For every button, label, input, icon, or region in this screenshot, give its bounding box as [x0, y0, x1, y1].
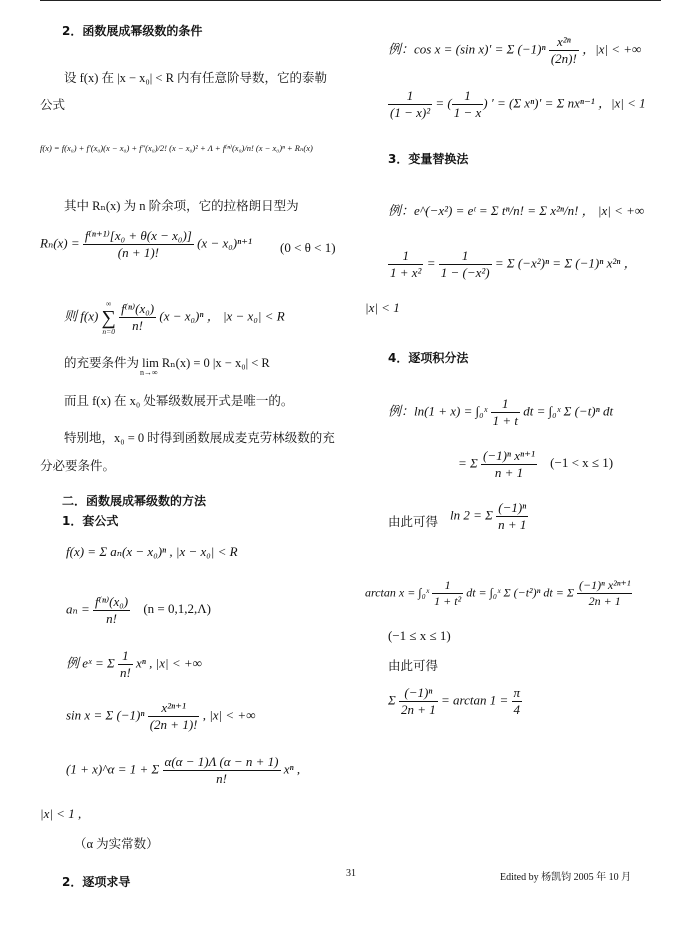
log-series-denominator: n + 1: [481, 464, 537, 481]
binomial-condition: |x| < 1 ,: [40, 806, 82, 821]
pi-denominator: 4: [512, 701, 523, 718]
inv-numerator-1: 1: [402, 248, 409, 263]
geo-numerator-2: 1: [464, 88, 471, 103]
arctan-series: [365, 578, 632, 609]
leibniz-numerator: (−1)ⁿ: [404, 685, 433, 700]
heading-termwise-derivative: 2．逐项求导: [62, 875, 131, 889]
ln2-lhs: ln 2 = Σ: [450, 507, 493, 523]
arctan-middle: dt = ∫₀ˣ Σ (−t²)ⁿ dt = Σ: [466, 585, 574, 600]
heading-conditions: 2．函数展成幂级数的条件: [62, 24, 203, 38]
heading-substitution: 3．变量替换法: [388, 152, 469, 166]
edited-by-footer: Edited by 杨凯钧 2005 年 10 月: [500, 872, 632, 883]
top-rule: [40, 0, 661, 1]
series-tail: (x − x₀)ⁿ ， |x − x₀| < R: [159, 308, 285, 324]
exp-lhs: 例 eˣ = Σ: [66, 655, 115, 671]
inv-denominator-1: 1 + x²: [390, 265, 422, 280]
geo-equals: =: [435, 95, 445, 111]
leibniz-series: [388, 685, 522, 718]
exp-series: [66, 648, 202, 681]
ln2-series: [450, 500, 528, 533]
coefficient-numerator: f⁽ⁿ⁾(x₀): [95, 594, 129, 609]
inverse-square-condition: |x| < 1: [365, 300, 400, 315]
log-integral: [388, 396, 613, 429]
sin-lhs: sin x = Σ (−1)ⁿ: [66, 707, 145, 723]
thus-label-2: 由此可得: [388, 659, 439, 673]
gaussian-series: 例：e^(−x²) = eᵗ = Σ tⁿ/n! = Σ x²ⁿ/n! ， |x| < +∞: [388, 203, 645, 218]
log-lhs: 例：ln(1 + x) = ∫₀ˣ: [388, 403, 488, 419]
theta-condition: (0 < θ < 1): [280, 240, 336, 255]
binomial-tail: xⁿ ,: [283, 761, 301, 777]
series-lhs: 则 f(x): [64, 308, 99, 324]
cos-numerator: x²ⁿ: [556, 34, 571, 49]
sum-lower: n=0: [102, 326, 115, 336]
paragraph-limit-condition: 的充要条件为 lim Rₙ(x) = 0 |x − x₀| < R: [64, 356, 270, 370]
arctan-condition: (−1 ≤ x ≤ 1): [388, 628, 451, 643]
leibniz-denominator: 2n + 1: [400, 702, 436, 717]
remainder-tail: (x − x₀)ⁿ⁺¹: [197, 235, 252, 251]
geo-denominator-2: 1 − x: [453, 105, 482, 120]
binomial-series: [66, 754, 300, 787]
series-numerator: f⁽ⁿ⁾(x₀): [121, 301, 155, 316]
exp-numerator: 1: [122, 648, 129, 663]
paragraph-maclaurin: 特别地，x₀ = 0 时得到函数展成麦克劳林级数的充: [64, 431, 335, 445]
pi-numerator: π: [513, 685, 521, 700]
log-series-lhs: = Σ: [458, 455, 478, 471]
arctan-numerator: 1: [444, 578, 451, 592]
cos-tail: ，|x| < +∞: [582, 41, 642, 57]
exp-denominator: n!: [119, 665, 131, 680]
inverse-square-series: [388, 248, 637, 281]
heading-termwise-integral: 4．逐项积分法: [388, 351, 469, 365]
sin-series: [66, 700, 255, 733]
binomial-lhs: (1 + x)^α = 1 + Σ: [66, 761, 160, 777]
log-series-numerator: (−1)ⁿ xⁿ⁺¹: [483, 448, 535, 463]
log-tail: dt = ∫₀ˣ Σ (−t)ⁿ dt: [523, 403, 614, 419]
geo-tail: ′ = (Σ xⁿ)′ = Σ nxⁿ⁻¹ ，|x| < 1: [490, 95, 646, 111]
arctan-numerator-2: (−1)ⁿ x²ⁿ⁺¹: [578, 578, 631, 592]
arctan-denominator-2: 2n + 1: [577, 593, 633, 609]
limit-subscript: n→∞: [140, 368, 158, 377]
geo-denominator-1: (1 − x)²: [390, 105, 431, 120]
remainder-denominator: (n + 1)!: [83, 244, 194, 261]
log-numerator: 1: [502, 396, 509, 411]
inv-numerator-2: 1: [461, 248, 469, 263]
power-series-formula: f(x) = Σ aₙ(x − x₀)ⁿ , |x − x₀| < R: [66, 544, 238, 559]
coefficient-denominator: n!: [93, 610, 130, 627]
series-denominator: n!: [119, 317, 156, 334]
alpha-note: （α 为实常数）: [74, 837, 159, 851]
log-denominator: 1 + t: [492, 413, 518, 428]
geometric-derivative: $\frac{1}{\text{(1 − x)²}}$ = ( $\frac{1}{1 - x}$ ) ′ = (Σ xⁿ)′ = Σ nxⁿ⁻¹ ，|x| < 1: [390, 88, 646, 120]
cos-denominator: (2n)!: [550, 51, 577, 66]
sigma-symbol: ∑: [101, 306, 116, 329]
coefficient-condition: (n = 0,1,2,Λ): [143, 601, 212, 617]
page-number: 31: [346, 868, 356, 879]
sin-denominator: (2n + 1)!: [149, 717, 198, 732]
leibniz-middle: = arctan 1 =: [441, 692, 509, 708]
paragraph-uniqueness: 而且 f(x) 在 x₀ 处幂级数展开式是唯一的。: [64, 394, 294, 408]
coefficient-lhs: aₙ =: [66, 601, 90, 617]
taylor-formula: f(x) = f(x₀) + f′(x₀)(x − x₀) + f″(x₀)/2! (x − x₀)² + Λ + f⁽ⁿ⁾(x₀)/n! (x − x₀)ⁿ + Rₙ(x): [40, 143, 313, 153]
binomial-denominator: n!: [163, 770, 281, 787]
paragraph-remainder: 其中 Rₙ(x) 为 n 阶余项，它的拉格朗日型为: [64, 199, 299, 213]
series-condition: [64, 300, 285, 335]
heading-formula-method: 1．套公式: [62, 514, 119, 528]
log-series-condition: (−1 < x ≤ 1): [550, 455, 614, 471]
ln2-denominator: n + 1: [498, 517, 527, 532]
ln2-numerator: (−1)ⁿ: [498, 500, 527, 515]
arctan-lhs: arctan x = ∫₀ˣ: [365, 585, 430, 600]
cos-series: [388, 34, 641, 67]
inv-tail: = Σ (−x²)ⁿ = Σ (−1)ⁿ x²ⁿ ，: [494, 255, 637, 271]
sin-tail: , |x| < +∞: [202, 707, 256, 723]
remainder-formula: [40, 228, 252, 261]
log-series: [458, 448, 613, 481]
inv-denominator-2: 1 − (−x²): [440, 265, 490, 280]
exp-tail: xⁿ , |x| < +∞: [136, 655, 202, 671]
binomial-numerator: α(α − 1)Λ (α − n + 1): [164, 754, 279, 769]
leibniz-sigma: Σ: [388, 692, 396, 708]
sin-numerator: x²ⁿ⁺¹: [161, 700, 186, 715]
remainder-numerator: f⁽ⁿ⁺¹⁾[x₀ + θ(x − x₀)]: [84, 228, 192, 243]
arctan-denominator: 1 + t²: [434, 594, 462, 608]
thus-label-1: 由此可得: [388, 515, 439, 529]
coefficient-formula: [66, 594, 211, 627]
heading-methods: 二．函数展成幂级数的方法: [62, 494, 207, 508]
paragraph-taylor-intro-cont: 公式: [40, 98, 66, 112]
geo-numerator-1: 1: [406, 88, 414, 103]
sum-upper: ∞: [106, 299, 112, 308]
inv-equals: =: [426, 255, 436, 271]
paragraph-taylor-intro: 设 f(x) 在 |x − x₀| < R 内有任意阶导数，它的泰勒: [64, 71, 328, 85]
paragraph-maclaurin-cont: 分必要条件。: [40, 459, 116, 473]
cos-lhs: 例：cos x = (sin x)′ = Σ (−1)ⁿ: [388, 41, 546, 57]
remainder-lhs: Rₙ(x) =: [40, 235, 80, 251]
